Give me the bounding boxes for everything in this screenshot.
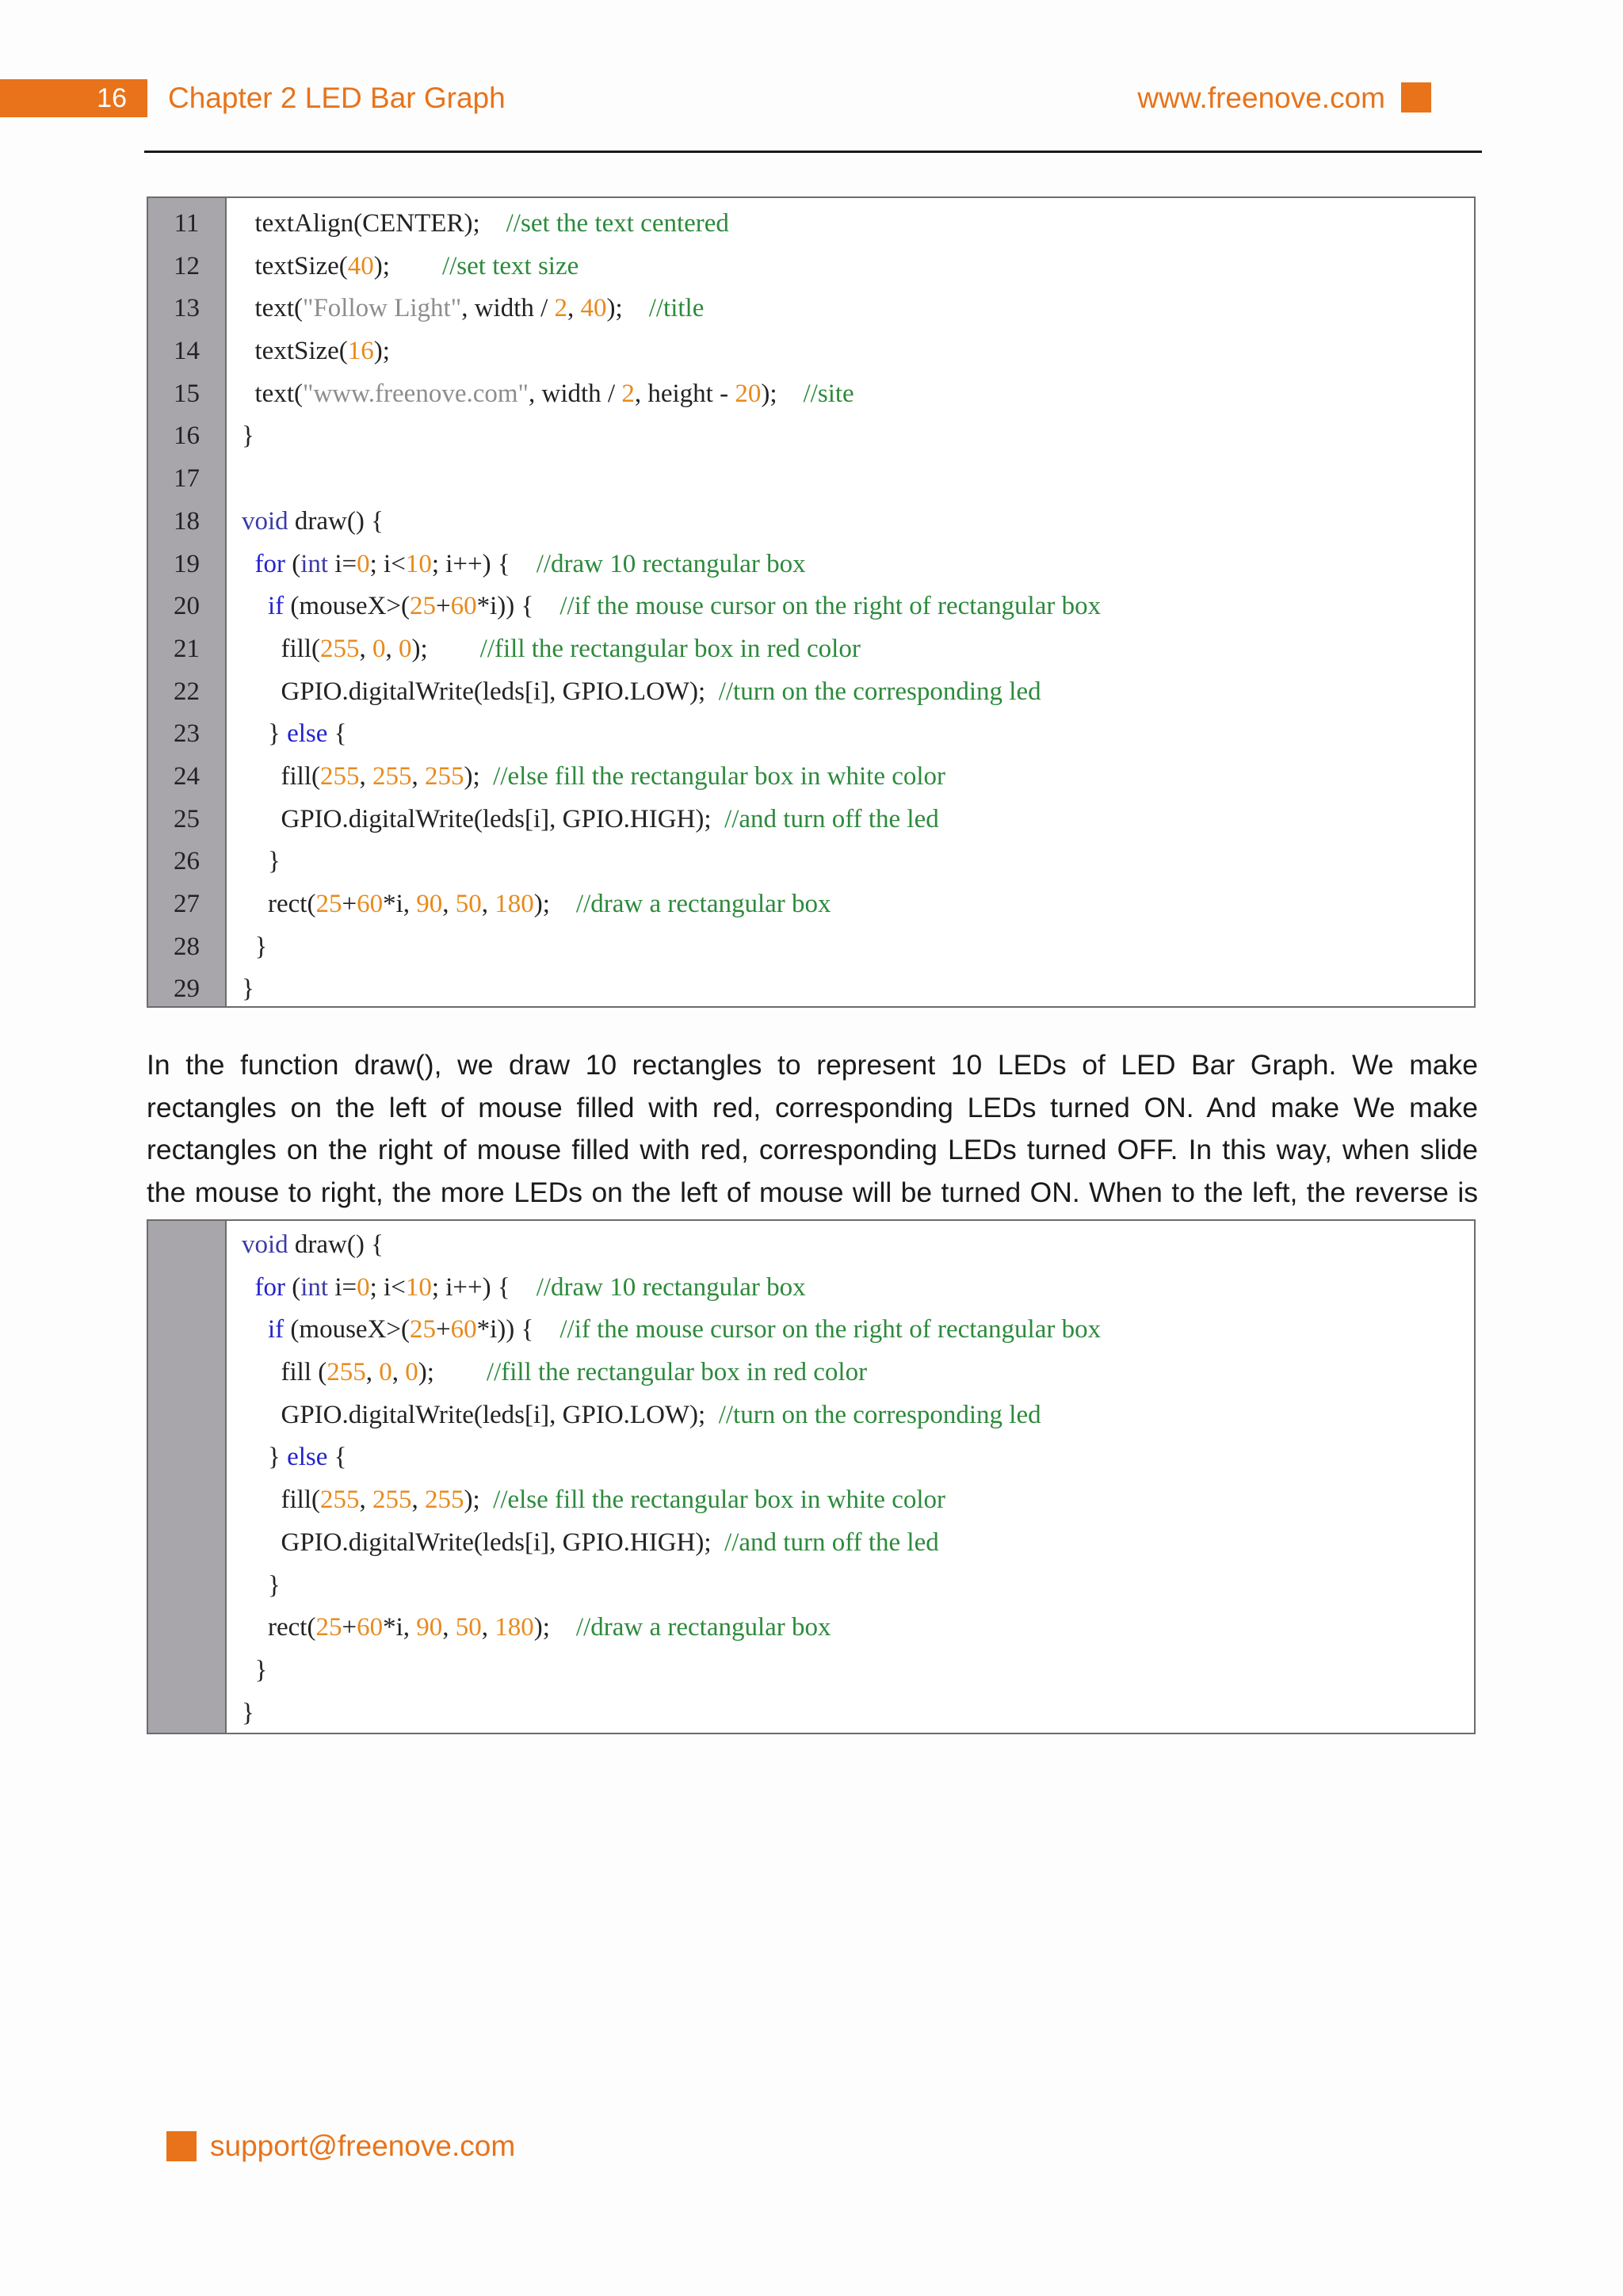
- code-line: [148, 628, 1474, 671]
- code-text: } else {: [242, 719, 347, 749]
- chapter-title: Chapter 2 LED Bar Graph: [168, 82, 506, 114]
- line-number: 22: [174, 677, 200, 706]
- code-line: [148, 1436, 1474, 1479]
- code-line: [148, 373, 1474, 416]
- line-number: 17: [174, 464, 200, 494]
- code-line: [148, 1309, 1474, 1352]
- code-line: [148, 203, 1474, 246]
- code-text: fill(255, 255, 255); //else fill the rectangular box in white color: [242, 761, 946, 791]
- line-number: 28: [174, 932, 200, 961]
- code-line: [148, 883, 1474, 926]
- code-text: GPIO.digitalWrite(leds[i], GPIO.HIGH); //and turn off the led: [242, 1527, 939, 1557]
- code-text: for (int i=0; i<10; i++) { //draw 10 rectangular box: [254, 549, 806, 578]
- code-text: void draw() {: [242, 1230, 384, 1259]
- code-line: [148, 246, 1474, 288]
- code-line: [148, 1352, 1474, 1394]
- code-line: [148, 1267, 1474, 1310]
- code-line: [148, 713, 1474, 756]
- header-square-icon: [1401, 82, 1431, 113]
- line-number: 13: [174, 294, 200, 323]
- code-text: for (int i=0; i<10; i++) { //draw 10 rectangular box: [254, 1272, 806, 1302]
- code-line: [148, 1522, 1474, 1565]
- code-text: if (mouseX>(25+60*i)) { //if the mouse cursor on the right of rectangular box: [268, 592, 1102, 621]
- line-number: 21: [174, 634, 200, 663]
- line-number: 16: [174, 421, 200, 451]
- code-text: }: [242, 932, 268, 961]
- code-line: [148, 1224, 1474, 1267]
- line-number: 23: [174, 719, 200, 749]
- line-number: 24: [174, 761, 200, 791]
- code-text: text("Follow Light", width / 2, 40); //title: [242, 294, 705, 323]
- code-line: [148, 1394, 1474, 1437]
- code-line: [148, 968, 1474, 1011]
- line-number: 20: [174, 592, 200, 621]
- code-text: rect(25+60*i, 90, 50, 180); //draw a rectangular box: [242, 890, 831, 918]
- code-block-1: [147, 196, 1476, 1008]
- footer-square-icon: [166, 2131, 197, 2161]
- line-number: 19: [174, 549, 200, 578]
- site-url-link[interactable]: www.freenove.com: [1137, 82, 1385, 114]
- code-text: }: [242, 1698, 254, 1727]
- code-line: [148, 1565, 1474, 1608]
- line-number: 11: [174, 209, 200, 238]
- line-number: 26: [174, 847, 200, 876]
- line-number: 12: [174, 251, 200, 280]
- code-line: [148, 330, 1474, 373]
- code-line: [148, 458, 1474, 501]
- code-text: }: [242, 847, 281, 876]
- code-line: [148, 1650, 1474, 1692]
- code-line: [148, 841, 1474, 883]
- code-line: [148, 926, 1474, 969]
- code-text: fill(255, 0, 0); //fill the rectangular box in red color: [242, 634, 861, 663]
- code-line: [148, 1692, 1474, 1735]
- page-number: 16: [0, 79, 147, 117]
- code-text: }: [242, 421, 254, 451]
- code-line: [148, 585, 1474, 628]
- line-number: 29: [174, 974, 200, 1004]
- code-text: rect(25+60*i, 90, 50, 180); //draw a rectangular box: [242, 1613, 831, 1642]
- code-line: [148, 1479, 1474, 1522]
- code-line: [148, 671, 1474, 714]
- line-number: 18: [174, 506, 200, 536]
- code-text: fill(255, 255, 255); //else fill the rectangular box in white color: [242, 1486, 946, 1515]
- code-line: [148, 1607, 1474, 1650]
- code-text: if (mouseX>(25+60*i)) { //if the mouse cursor on the right of rectangular box: [268, 1315, 1102, 1344]
- line-number: 15: [174, 379, 200, 408]
- code-text: }: [242, 1570, 281, 1600]
- code-text: text("www.freenove.com", width / 2, height - 20); //site: [242, 379, 854, 408]
- code-text: void draw() {: [242, 506, 384, 536]
- code-block-2: [147, 1219, 1476, 1734]
- line-number: 27: [174, 890, 200, 918]
- code-line: [148, 756, 1474, 799]
- code-text: }: [242, 974, 254, 1004]
- code-line: [148, 543, 1474, 586]
- code-line: [148, 501, 1474, 543]
- code-line: [148, 288, 1474, 330]
- line-number: 14: [174, 337, 200, 366]
- code-line: [148, 799, 1474, 841]
- explanation-paragraph: In the function draw(), we draw 10 rectangles to represent 10 LEDs of LED Bar Graph. We make rectangles on the left of mouse filled with red, corresponding LEDs turned ON. And make We make rectangles on the right of mouse filled with red, corresponding LEDs turned OFF. In this way, when slide the mouse to right, the more LEDs on the left of mouse will be turned ON. When to the left, the reverse is: [147, 1049, 1478, 1209]
- code-line: [148, 415, 1474, 458]
- header-divider: [144, 151, 1482, 153]
- code-text: textSize(40); //set text size: [242, 251, 579, 280]
- support-email-link[interactable]: support@freenove.com: [210, 2130, 516, 2162]
- code-text: GPIO.digitalWrite(leds[i], GPIO.LOW); //turn on the corresponding led: [242, 677, 1041, 706]
- code-text: }: [242, 1655, 268, 1684]
- code-text: GPIO.digitalWrite(leds[i], GPIO.HIGH); //and turn off the led: [242, 804, 939, 833]
- code-text: GPIO.digitalWrite(leds[i], GPIO.LOW); //turn on the corresponding led: [242, 1400, 1041, 1429]
- code-text: textAlign(CENTER); //set the text centered: [242, 209, 729, 238]
- code-text: fill (255, 0, 0); //fill the rectangular box in red color: [242, 1358, 868, 1387]
- code-text: textSize(16);: [242, 337, 390, 366]
- code-text: } else {: [242, 1443, 347, 1472]
- line-number: 25: [174, 804, 200, 833]
